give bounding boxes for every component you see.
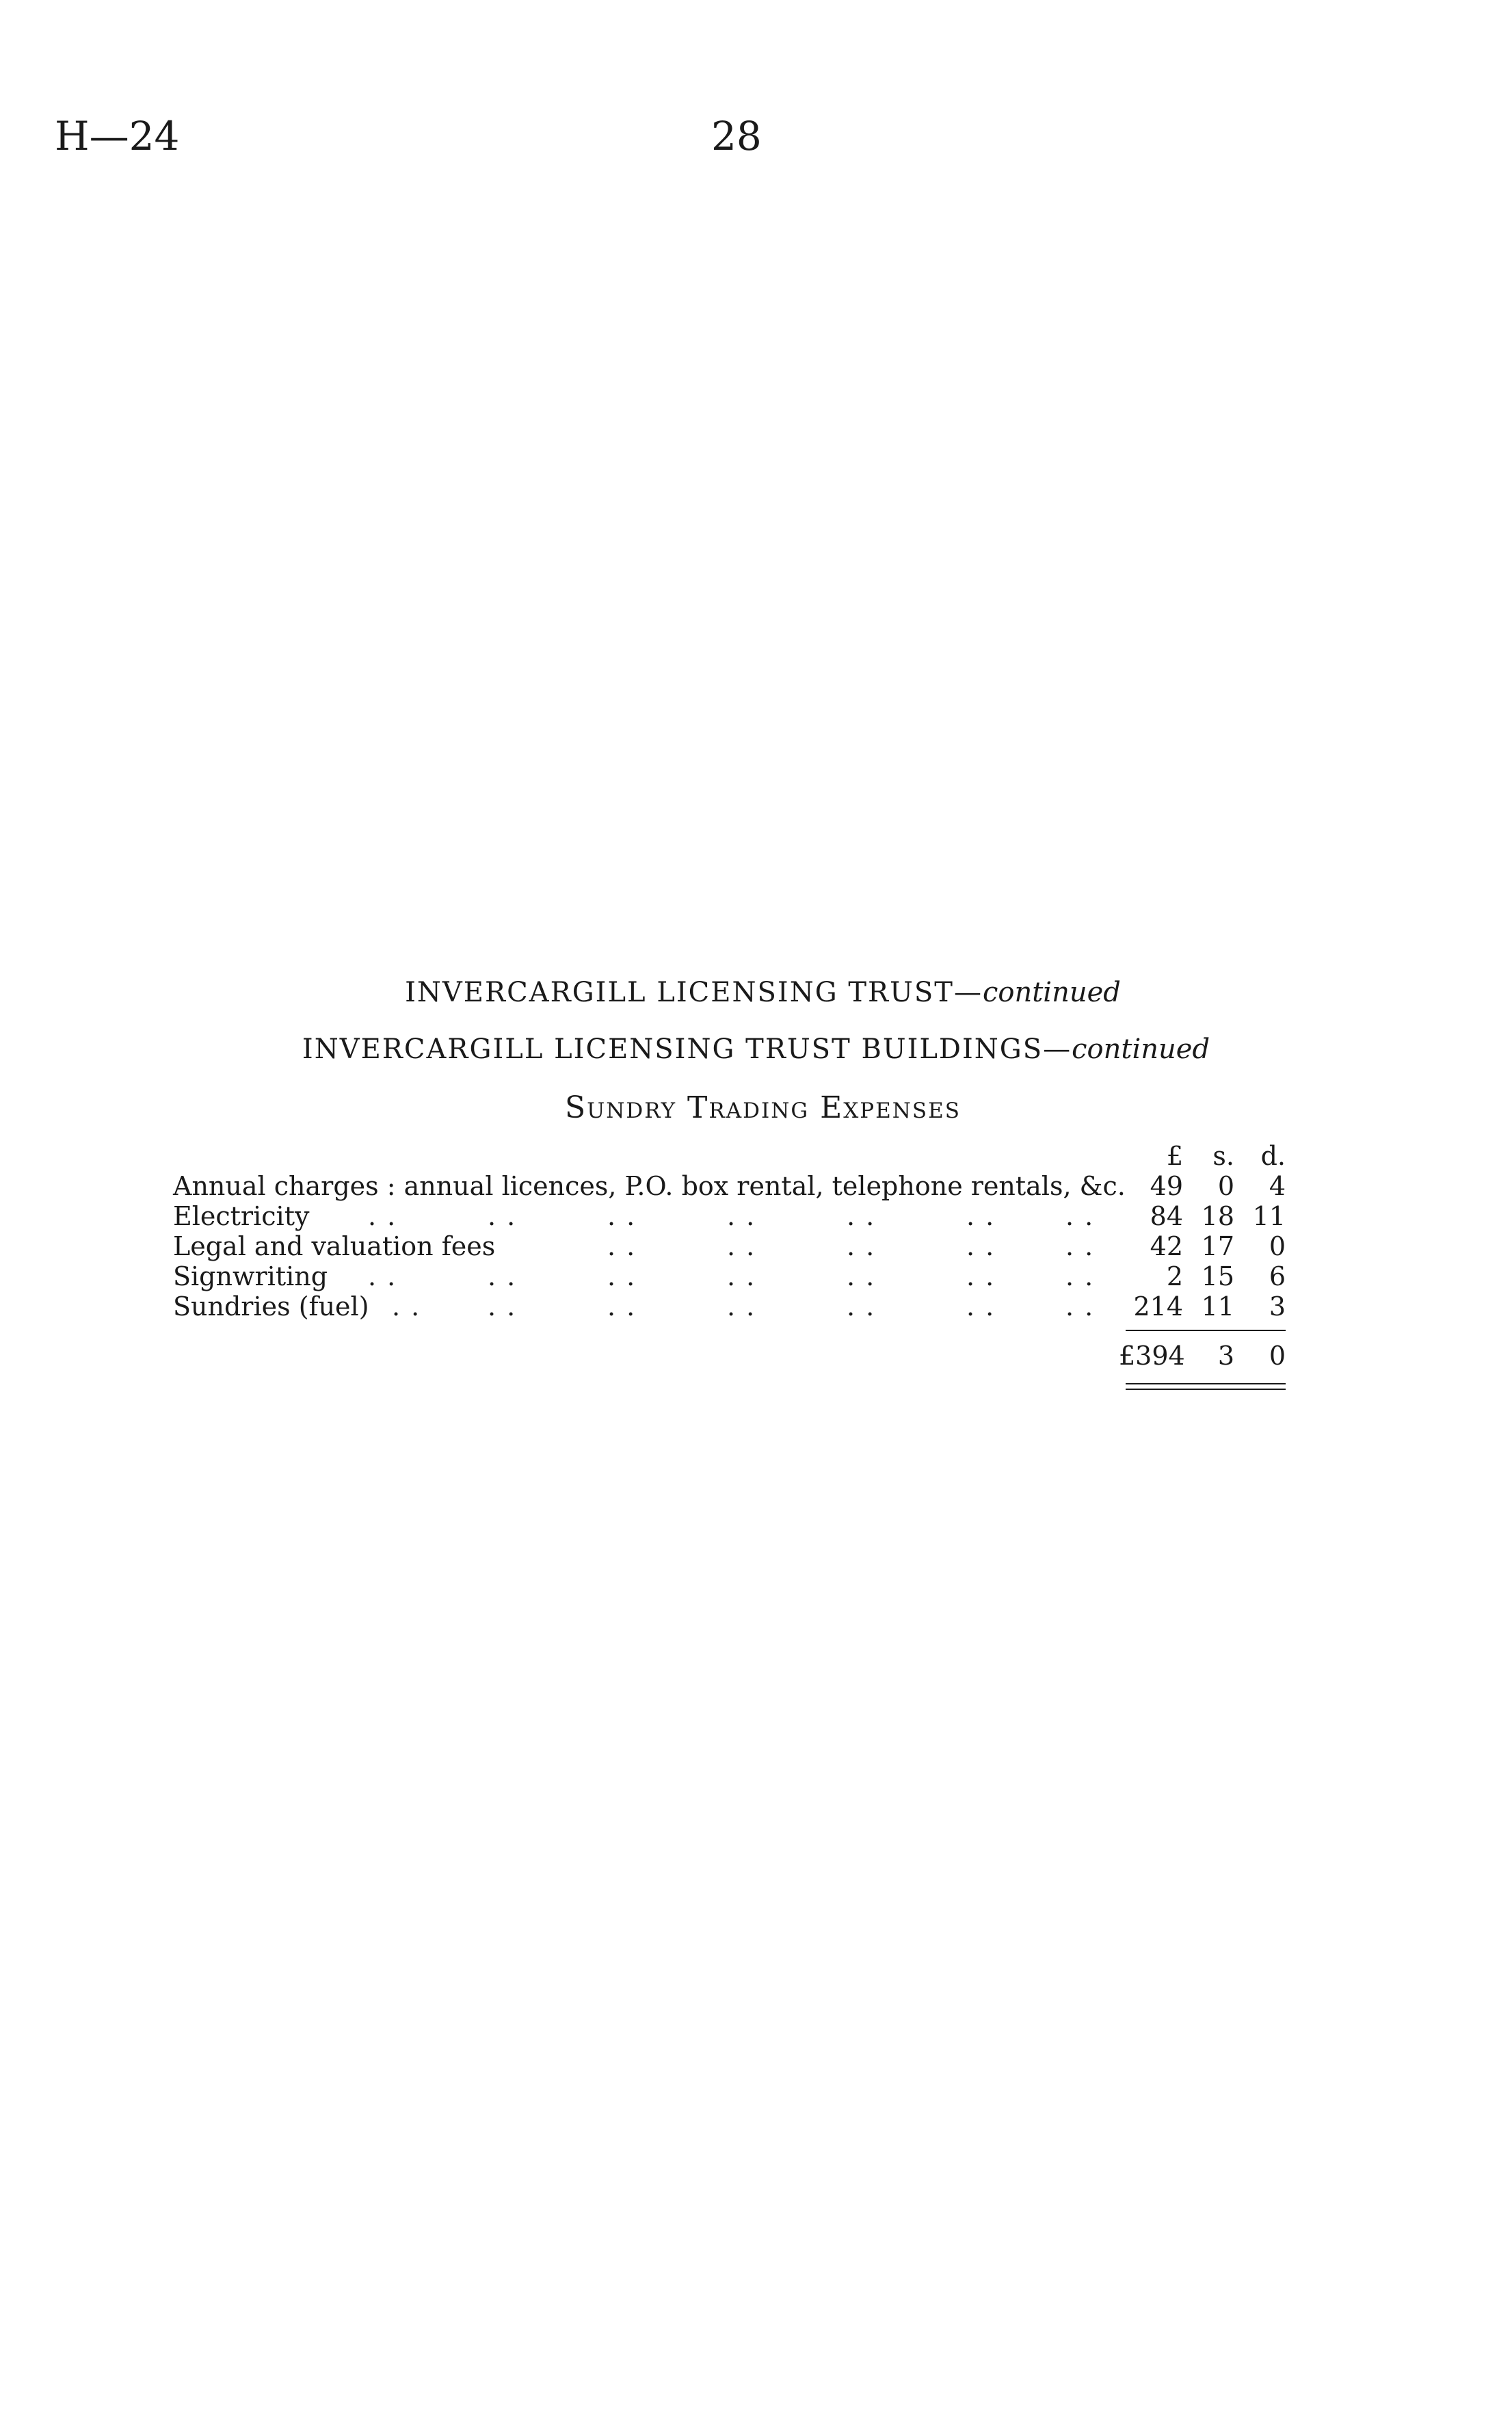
row-pounds: 42 [1150, 1231, 1183, 1261]
dot-leaders [173, 1261, 1103, 1291]
buildings-heading [0, 1034, 1512, 1065]
row-pence: 6 [1269, 1261, 1286, 1291]
leader: . . [488, 1261, 517, 1291]
leader: . . [1065, 1201, 1095, 1231]
leader: . . [847, 1291, 876, 1322]
table-row-sundries [173, 1291, 1286, 1322]
trust-heading [0, 977, 1512, 1008]
row-pounds: 214 [1133, 1291, 1183, 1322]
trust-heading-continued: continued [982, 977, 1121, 1008]
pounds-column-header: £ [1166, 1141, 1183, 1171]
row-pounds: 49 [1150, 1171, 1183, 1201]
buildings-heading-continued: continued [1072, 1034, 1210, 1065]
row-shillings: 17 [1201, 1231, 1234, 1261]
page-number: 28 [711, 113, 762, 159]
leader: . . [488, 1201, 517, 1231]
row-pence: 11 [1252, 1201, 1286, 1231]
table-row-annual-charges [173, 1171, 1286, 1201]
buildings-heading-text: INVERCARGILL LICENSING TRUST BUILDINGS— [302, 1034, 1072, 1065]
table-row-signwriting [173, 1261, 1286, 1291]
expenses-table [173, 1141, 1286, 1371]
leader: . . [966, 1261, 996, 1291]
leader: . . [847, 1261, 876, 1291]
leader: . . [966, 1231, 996, 1261]
leader: . . [966, 1201, 996, 1231]
pence-column-header: d. [1260, 1141, 1286, 1171]
total-pounds: £394 [1119, 1341, 1185, 1371]
row-label: Electricity [173, 1201, 310, 1231]
total-double-rule-upper [1126, 1383, 1286, 1384]
row-label: Legal and valuation fees [173, 1231, 496, 1261]
total-pence: 0 [1269, 1341, 1286, 1371]
row-label: Annual charges : annual licences, P.O. box rental, telephone rentals, &c. [173, 1171, 1126, 1201]
leader: . . [392, 1291, 421, 1322]
total-shillings: 3 [1217, 1341, 1234, 1371]
table-header-row [173, 1141, 1286, 1171]
leader: . . [727, 1231, 756, 1261]
trust-heading-text: INVERCARGILL LICENSING TRUST— [405, 977, 983, 1008]
leader: . . [607, 1231, 637, 1261]
row-pounds: 2 [1166, 1261, 1183, 1291]
leader: . . [727, 1201, 756, 1231]
leader: . . [368, 1201, 397, 1231]
row-shillings: 11 [1201, 1291, 1234, 1322]
leader: . . [1065, 1291, 1095, 1322]
total-top-rule [1126, 1330, 1286, 1331]
table-total-row [173, 1341, 1286, 1371]
leader: . . [727, 1261, 756, 1291]
leader: . . [607, 1261, 637, 1291]
leader: . . [847, 1201, 876, 1231]
row-pounds: 84 [1150, 1201, 1183, 1231]
dot-leaders [173, 1291, 1103, 1322]
leader: . . [847, 1231, 876, 1261]
dot-leaders [173, 1231, 1103, 1261]
total-double-rule-lower [1126, 1389, 1286, 1390]
leader: . . [727, 1291, 756, 1322]
leader: . . [607, 1201, 637, 1231]
page-reference: H—24 [55, 113, 180, 159]
row-shillings: 15 [1201, 1261, 1234, 1291]
row-shillings: 0 [1217, 1171, 1234, 1201]
leader: . . [607, 1291, 637, 1322]
dot-leaders [173, 1201, 1103, 1231]
row-pence: 4 [1269, 1171, 1286, 1201]
leader: . . [966, 1291, 996, 1322]
row-pence: 3 [1269, 1291, 1286, 1322]
row-label: Sundries (fuel) [173, 1291, 369, 1322]
table-row-electricity [173, 1201, 1286, 1231]
row-label: Signwriting [173, 1261, 328, 1291]
leader: . . [368, 1261, 397, 1291]
row-shillings: 18 [1201, 1201, 1234, 1231]
leader: . . [488, 1291, 517, 1322]
section-heading: Sundry Trading Expenses [564, 1090, 961, 1125]
row-pence: 0 [1269, 1231, 1286, 1261]
leader: . . [1065, 1231, 1095, 1261]
table-row-legal-fees [173, 1231, 1286, 1261]
leader: . . [1065, 1261, 1095, 1291]
shillings-column-header: s. [1212, 1141, 1234, 1171]
